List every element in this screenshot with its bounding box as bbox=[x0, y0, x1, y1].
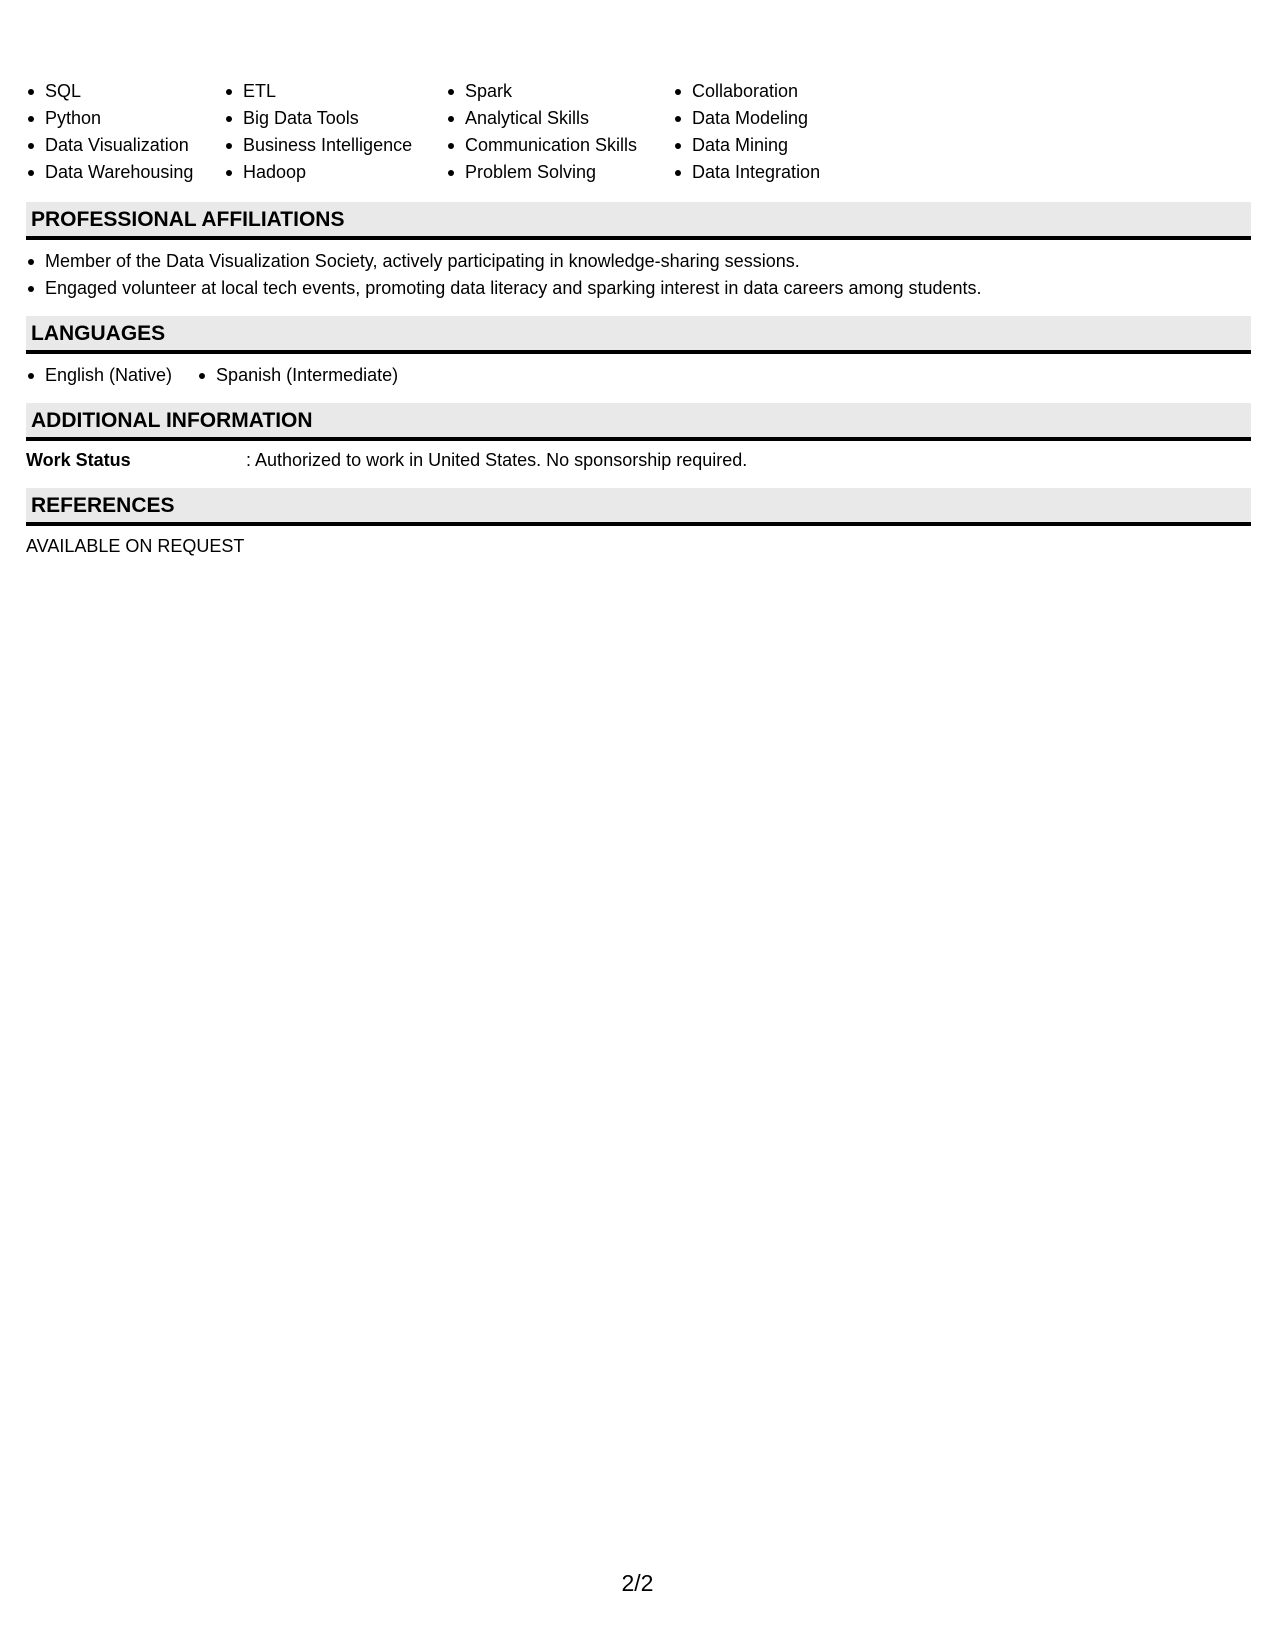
skill-item: Data Modeling bbox=[673, 105, 893, 132]
skill-item: Collaboration bbox=[673, 78, 893, 105]
references-text: AVAILABLE ON REQUEST bbox=[26, 536, 245, 556]
languages-heading: LANGUAGES bbox=[26, 316, 1251, 354]
skill-item: Problem Solving bbox=[446, 159, 673, 186]
work-status-value: : Authorized to work in United States. No sponsorship required. bbox=[246, 450, 748, 470]
additional-info-heading: ADDITIONAL INFORMATION bbox=[26, 403, 1251, 441]
skills-column-3 bbox=[446, 78, 673, 186]
skill-item: Data Integration bbox=[673, 159, 893, 186]
skill-item: Data Mining bbox=[673, 132, 893, 159]
language-item: Spanish (Intermediate) bbox=[197, 362, 398, 389]
affiliations-heading: PROFESSIONAL AFFILIATIONS bbox=[26, 202, 1251, 240]
skills-column-2 bbox=[224, 78, 446, 186]
skill-item: Analytical Skills bbox=[446, 105, 673, 132]
skills-column-1 bbox=[26, 78, 224, 186]
skill-item: Spark bbox=[446, 78, 673, 105]
skill-item: Big Data Tools bbox=[224, 105, 446, 132]
skill-item: Hadoop bbox=[224, 159, 446, 186]
affiliation-item: Member of the Data Visualization Society, actively participating in knowledge-sharing sessions. bbox=[26, 248, 1251, 275]
skill-item: Data Visualization bbox=[26, 132, 224, 159]
skill-item: Business Intelligence bbox=[224, 132, 446, 159]
work-status-row bbox=[26, 447, 1251, 474]
skill-item: ETL bbox=[224, 78, 446, 105]
language-item: English (Native) bbox=[26, 362, 172, 389]
page-number: 2/2 bbox=[621, 1570, 654, 1596]
skill-item: Data Warehousing bbox=[26, 159, 224, 186]
skills-list bbox=[26, 78, 1251, 186]
skills-column-4 bbox=[673, 78, 893, 186]
work-status-label: Work Status bbox=[26, 450, 131, 470]
languages-list bbox=[26, 362, 1251, 389]
skill-item: SQL bbox=[26, 78, 224, 105]
resume-page bbox=[26, 78, 1251, 560]
affiliations-list bbox=[26, 248, 1251, 302]
skill-item: Communication Skills bbox=[446, 132, 673, 159]
affiliation-item: Engaged volunteer at local tech events, promoting data literacy and sparking interest in data careers among students. bbox=[26, 275, 1251, 302]
skill-item: Python bbox=[26, 105, 224, 132]
references-heading: REFERENCES bbox=[26, 488, 1251, 526]
